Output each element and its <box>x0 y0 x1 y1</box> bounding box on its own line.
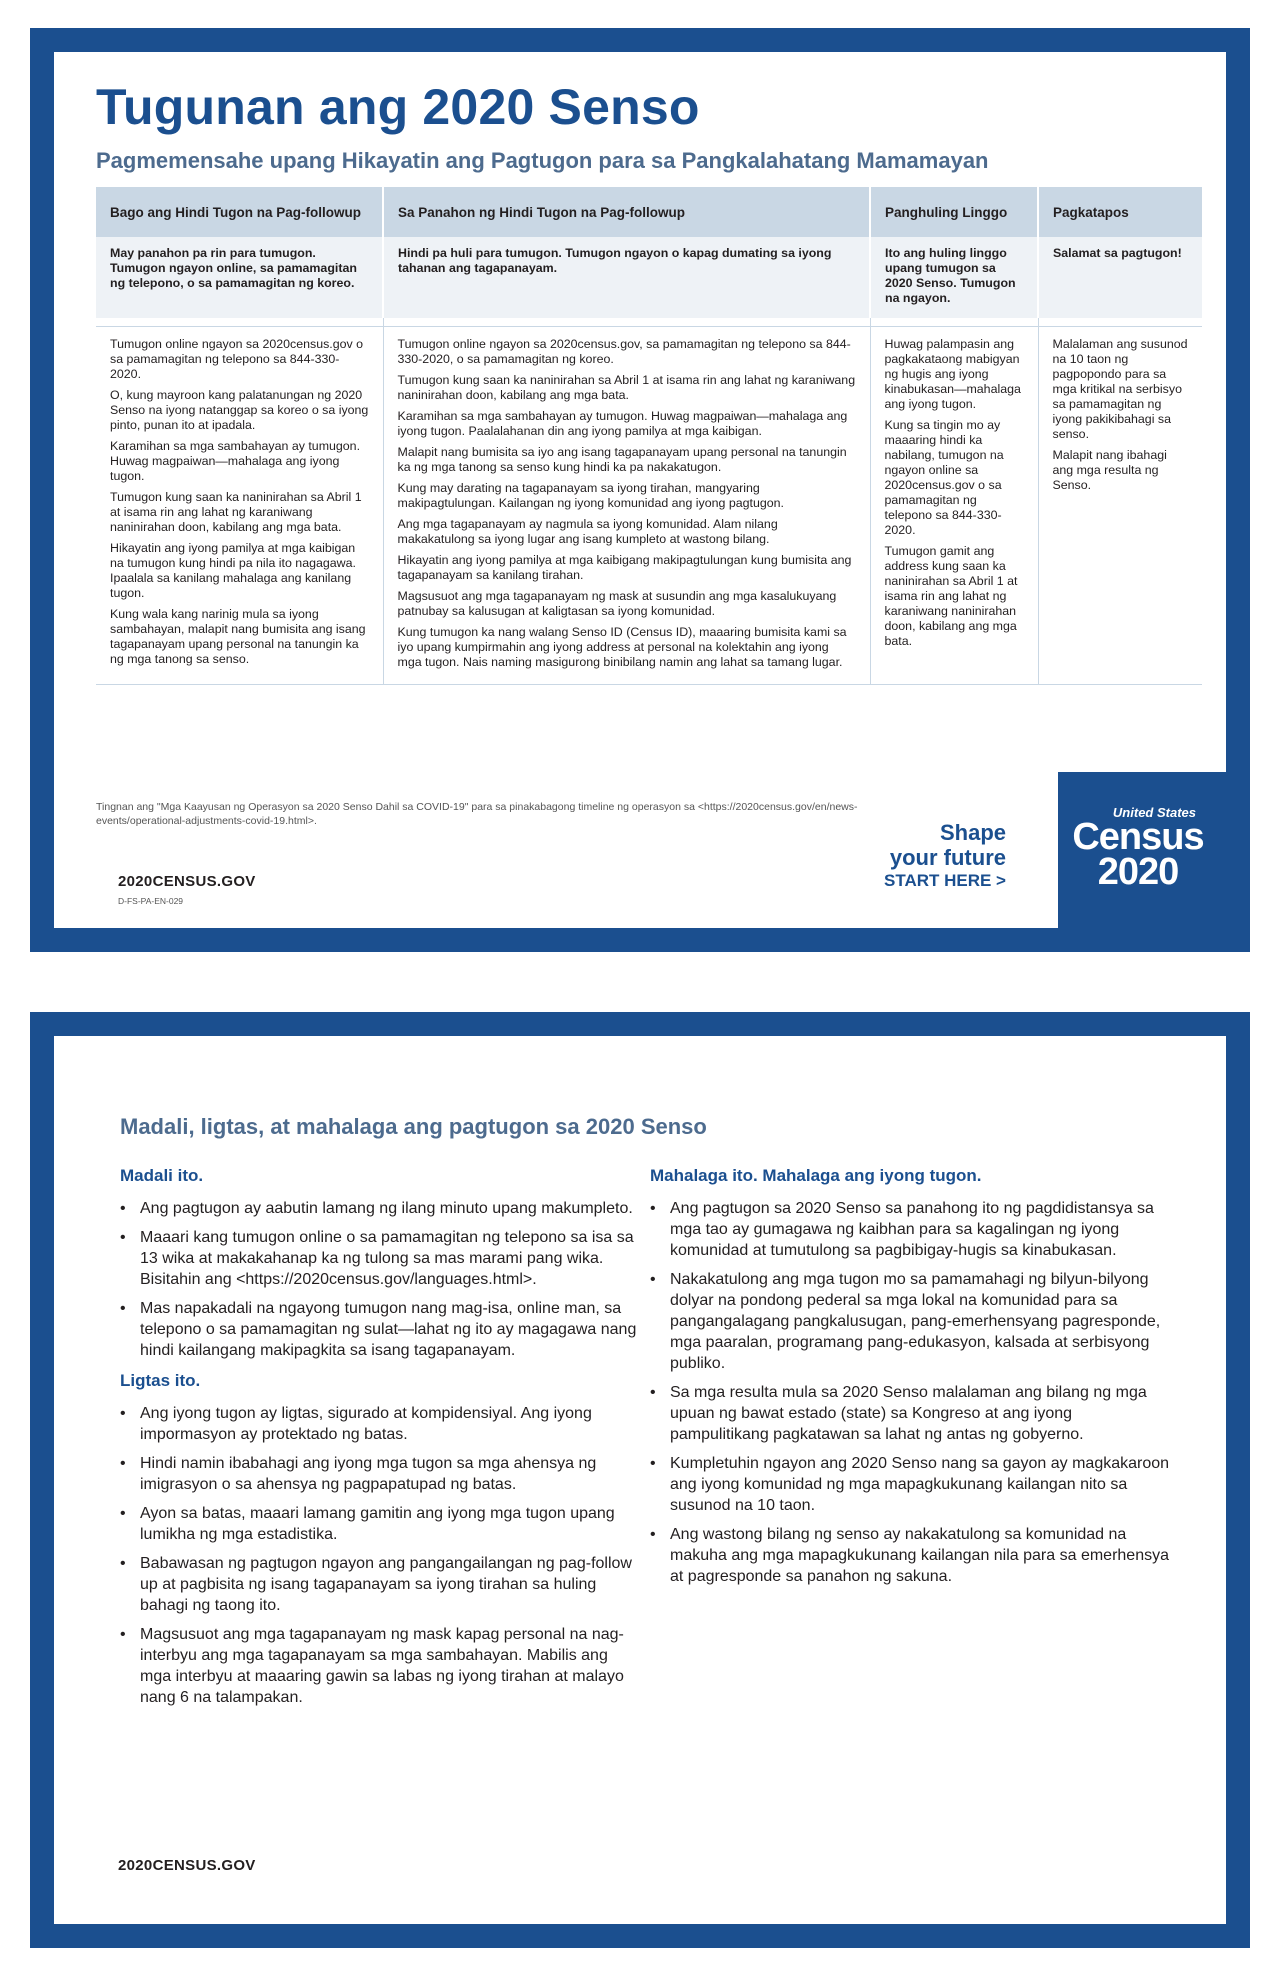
body-paragraph: Malapit nang ibahagi ang mga resulta ng Senso. <box>1052 448 1167 492</box>
list-item: • Nakakatulong ang mga tugon mo sa pamamahagi ng bilyun-bilyong dolyar na pondong pederal sa mga lokal na komunidad para sa pangangalagang pangkalusugan, pang-emerhensyang pagresponde, mga paaralan, programang pang-edukasyon, kalsada at serbisyong publiko. <box>670 1269 1170 1374</box>
logo-united-states: United States <box>1112 805 1196 820</box>
list-item: • Ang pagtugon sa 2020 Senso sa panahong ito ng pagdidistansya sa mga tao ay gumagawa ng kaibhan para sa kagalingan ng iyong komunidad at tumutulong sa pagbibigay-hugis sa kinabukasan. <box>670 1198 1170 1261</box>
body-final-week <box>870 327 1038 685</box>
left-column <box>120 1166 640 1718</box>
list-item: • Ang wastong bilang ng senso ay nakakatulong sa komunidad na makuha ang mga mapagkukunang kailangan nila para sa emerhensya at pagresponde sa panahon ng sakuna. <box>670 1524 1170 1587</box>
list-item: • Ang iyong tugon ay ligtas, sigurado at kompidensiyal. Ang iyong impormasyon ay protektado ng batas. <box>140 1403 640 1445</box>
list-item: • Kumpletuhin ngayon ang 2020 Senso nang sa gayon ay magkakaroon ang iyong komunidad ng mga mapagkukunang kailangan nito sa susunod na 10 taon. <box>670 1453 1170 1516</box>
body-paragraph: Magsusuot ang mga tagapanayam ng mask at susundin ang mga kasalukuyang patnubay sa kalusugan at kaligtasan sa iyong komunidad. <box>397 589 837 618</box>
lead-final-week: Ito ang huling linggo upang tumugon sa 2020 Senso. Tumugon na ngayon. <box>870 237 1038 318</box>
section-heading-ligtas: Ligtas ito. <box>120 1371 201 1390</box>
start-here-link[interactable]: START HERE > <box>883 871 1006 890</box>
website-footer[interactable]: 2020CENSUS.GOV <box>118 1857 256 1874</box>
tagline-your-future: your future <box>889 845 1006 870</box>
list-item: • Ang pagtugon ay aabutin lamang ng ilang minuto upang makumpleto. <box>140 1198 640 1219</box>
body-paragraph: Malapit nang bumisita sa iyo ang isang tagapanayam upang personal na tanungin ka ng mga tanong sa senso kung hindi ka pa nakakatugon. <box>397 445 847 474</box>
list-madali <box>120 1198 640 1361</box>
document-code: D-FS-PA-EN-029 <box>118 896 184 906</box>
body-paragraph: Karamihan sa mga sambahayan ay tumugon. Huwag magpaiwan—mahalaga ang iyong tugon. Paalalahanan din ang iyong pamilya at mga kaibigan. <box>397 409 848 438</box>
body-paragraph: Huwag palampasin ang pagkakataong mabigyan ng hugis ang iyong kinabukasan—mahalaga ang iyong tugon. <box>884 337 1021 411</box>
body-paragraph: Karamihan sa mga sambahayan ay tumugon. Huwag magpaiwan—mahalaga ang iyong tugon. <box>110 439 361 483</box>
shape-your-future-tagline[interactable] <box>884 820 1006 892</box>
body-paragraph: Kung sa tingin mo ay maaaring hindi ka nabilang, tumugon na ngayon online sa 2020census.gov o sa pamamagitan ng telepono sa 844-330-2020. <box>884 418 1004 537</box>
header-final-week: Panghuling Linggo <box>870 187 1038 237</box>
list-item: • Sa mga resulta mula sa 2020 Senso malalaman ang bilang ng mga upuan ng bawat estado (state) sa Kongreso at ang iyong pampulitikang pagkatawan sa lahat ng antas ng gobyerno. <box>670 1382 1170 1445</box>
lead-row <box>96 237 1202 318</box>
body-after <box>1038 327 1202 685</box>
section-heading-mahalaga: Mahalaga ito. Mahalaga ang iyong tugon. <box>650 1166 982 1185</box>
body-paragraph: Ang mga tagapanayam ay nagmula sa iyong komunidad. Alam nilang makakatulong sa iyong lugar ang isang kumpleto at wastong bilang. <box>397 517 778 546</box>
website-footer[interactable]: 2020CENSUS.GOV <box>118 873 256 890</box>
body-during-followup <box>383 327 870 685</box>
section-heading-madali: Madali ito. <box>120 1166 204 1185</box>
logo-year: 2020 <box>1097 851 1179 893</box>
lead-before-followup: May panahon pa rin para tumugon. Tumugon ngayon online, sa pamamagitan ng telepono, o sa pamamagitan ng koreo. <box>96 237 383 318</box>
page-title: Tugunan ang 2020 Senso <box>96 79 700 135</box>
page-2 <box>30 1012 1250 1948</box>
footnote: Tingnan ang "Mga Kaayusan ng Operasyon sa 2020 Senso Dahil sa COVID-19" para sa pinakabagong timeline ng operasyon sa <https://2020census.gov/en/news-events/operational-adjustments-covid-19.html>. <box>96 801 858 827</box>
logo-census: Census <box>1072 816 1204 858</box>
page-subtitle: Pagmemensahe upang Hikayatin ang Pagtugon para sa Pangkalahatang Mamamayan <box>96 148 989 173</box>
lead-after: Salamat sa pagtugon! <box>1038 237 1202 318</box>
body-paragraph: O, kung mayroon kang palatanungan ng 2020 Senso na iyong natanggap sa koreo o sa iyong pinto, punan ito at ipadala. <box>110 388 369 432</box>
body-paragraph: Kung tumugon ka nang walang Senso ID (Census ID), maaaring bumisita kami sa iyo upang kumpirmahin ang iyong address at personal na kolektahin ang iyong mga tugon. Nais naming masigurong binibilang namin ang lahat sa tamang lugar. <box>397 625 847 669</box>
list-item: • Ayon sa batas, maaari lamang gamitin ang iyong mga tugon upang lumikha ng mga estadistika. <box>140 1503 640 1545</box>
body-paragraph: Tumugon kung saan ka naninirahan sa Abril 1 at isama rin ang lahat ng karaniwang naninirahan doon, kabilang ang mga bata. <box>110 490 362 534</box>
body-paragraph: Hikayatin ang iyong pamilya at mga kaibigang makipagtulungan kung bumisita ang tagapanayam sa kanilang tirahan. <box>397 553 852 582</box>
lead-during-followup: Hindi pa huli para tumugon. Tumugon ngayon o kapag dumating sa iyong tahanan ang tagapanayam. <box>383 237 870 318</box>
body-paragraph: Tumugon online ngayon sa 2020census.gov, sa pamamagitan ng telepono sa 844-330-2020, o sa pamamagitan ng koreo. <box>397 337 851 366</box>
list-mahalaga <box>650 1198 1170 1587</box>
tagline-shape: Shape <box>939 820 1006 845</box>
body-paragraph: Tumugon gamit ang address kung saan ka naninirahan sa Abril 1 at isama rin ang lahat ng karaniwang naninirahan doon, kabilang ang mga bata. <box>884 544 1018 648</box>
list-item: • Mas napakadali na ngayong tumugon nang mag-isa, online man, sa telepono o sa pamamagitan ng sulat—lahat ng ito ay magagawa nang hindi kailangang makipagkita sa isang tagapanayam. <box>140 1298 640 1361</box>
page-2-title: Madali, ligtas, at mahalaga ang pagtugon sa 2020 Senso <box>120 1114 707 1139</box>
list-item: • Babawasan ng pagtugon ngayon ang pangangailangan ng pag-follow up at pagbisita ng isang tagapanayam sa iyong tirahan sa huling bahagi ng taong ito. <box>140 1553 640 1616</box>
list-item: • Hindi namin ibabahagi ang iyong mga tugon sa mga ahensya ng imigrasyon o sa ahensya ng pagpapatupad ng batas. <box>140 1453 640 1495</box>
body-row <box>96 327 1202 685</box>
page-1-content <box>54 52 1226 928</box>
body-paragraph: Tumugon kung saan ka naninirahan sa Abril 1 at isama rin ang lahat ng karaniwang naninirahan doon, kabilang ang mga bata. <box>397 373 856 402</box>
body-paragraph: Malalaman ang susunod na 10 taon ng pagpopondo para sa mga kritikal na serbisyo sa pamamagitan ng iyong pakikibahagi sa senso. <box>1052 337 1188 441</box>
body-paragraph: Hikayatin ang iyong pamilya at mga kaibigan na tumugon kung hindi pa nila ito nagagawa. Ipaalala sa kanilang mahalaga ang kanilang tugon. <box>110 541 356 600</box>
table-header-row <box>96 187 1202 237</box>
body-before-followup <box>96 327 383 685</box>
body-paragraph: Kung wala kang narinig mula sa iyong sambahayan, malapit nang bumisita ang isang tagapanayam upang personal na tanungin ka ng mga tanong sa senso. <box>110 607 366 666</box>
list-item: • Maaari kang tumugon online o sa pamamagitan ng telepono sa isa sa 13 wika at makakahanap ka ng tulong sa mas marami pang wika. Bisitahin ang <https://2020census.gov/languages.html>. <box>140 1227 640 1290</box>
header-before-followup: Bago ang Hindi Tugon na Pag-followup <box>96 187 383 237</box>
schedule-table <box>96 187 1202 685</box>
header-after: Pagkatapos <box>1038 187 1202 237</box>
page-1 <box>30 28 1250 952</box>
body-paragraph: Tumugon online ngayon sa 2020census.gov o sa pamamagitan ng telepono sa 844-330-2020. <box>110 337 364 381</box>
right-column <box>650 1166 1170 1597</box>
census-2020-logo <box>1068 805 1208 893</box>
body-paragraph: Kung may darating na tagapanayam sa iyong tirahan, mangyaring makipagtulungan. Kailangan ng iyong komunidad ang iyong pagtugon. <box>397 481 784 510</box>
page-2-content <box>54 1036 1226 1924</box>
header-during-followup: Sa Panahon ng Hindi Tugon na Pag-followup <box>383 187 870 237</box>
list-ligtas <box>120 1403 640 1708</box>
list-item: • Magsusuot ang mga tagapanayam ng mask kapag personal na nag-interbyu ang mga tagapanayam sa mga sambahayan. Mabilis ang mga interbyu at maaaring gawin sa labas ng iyong tirahan at malayo nang 6 na talampakan. <box>140 1624 640 1708</box>
